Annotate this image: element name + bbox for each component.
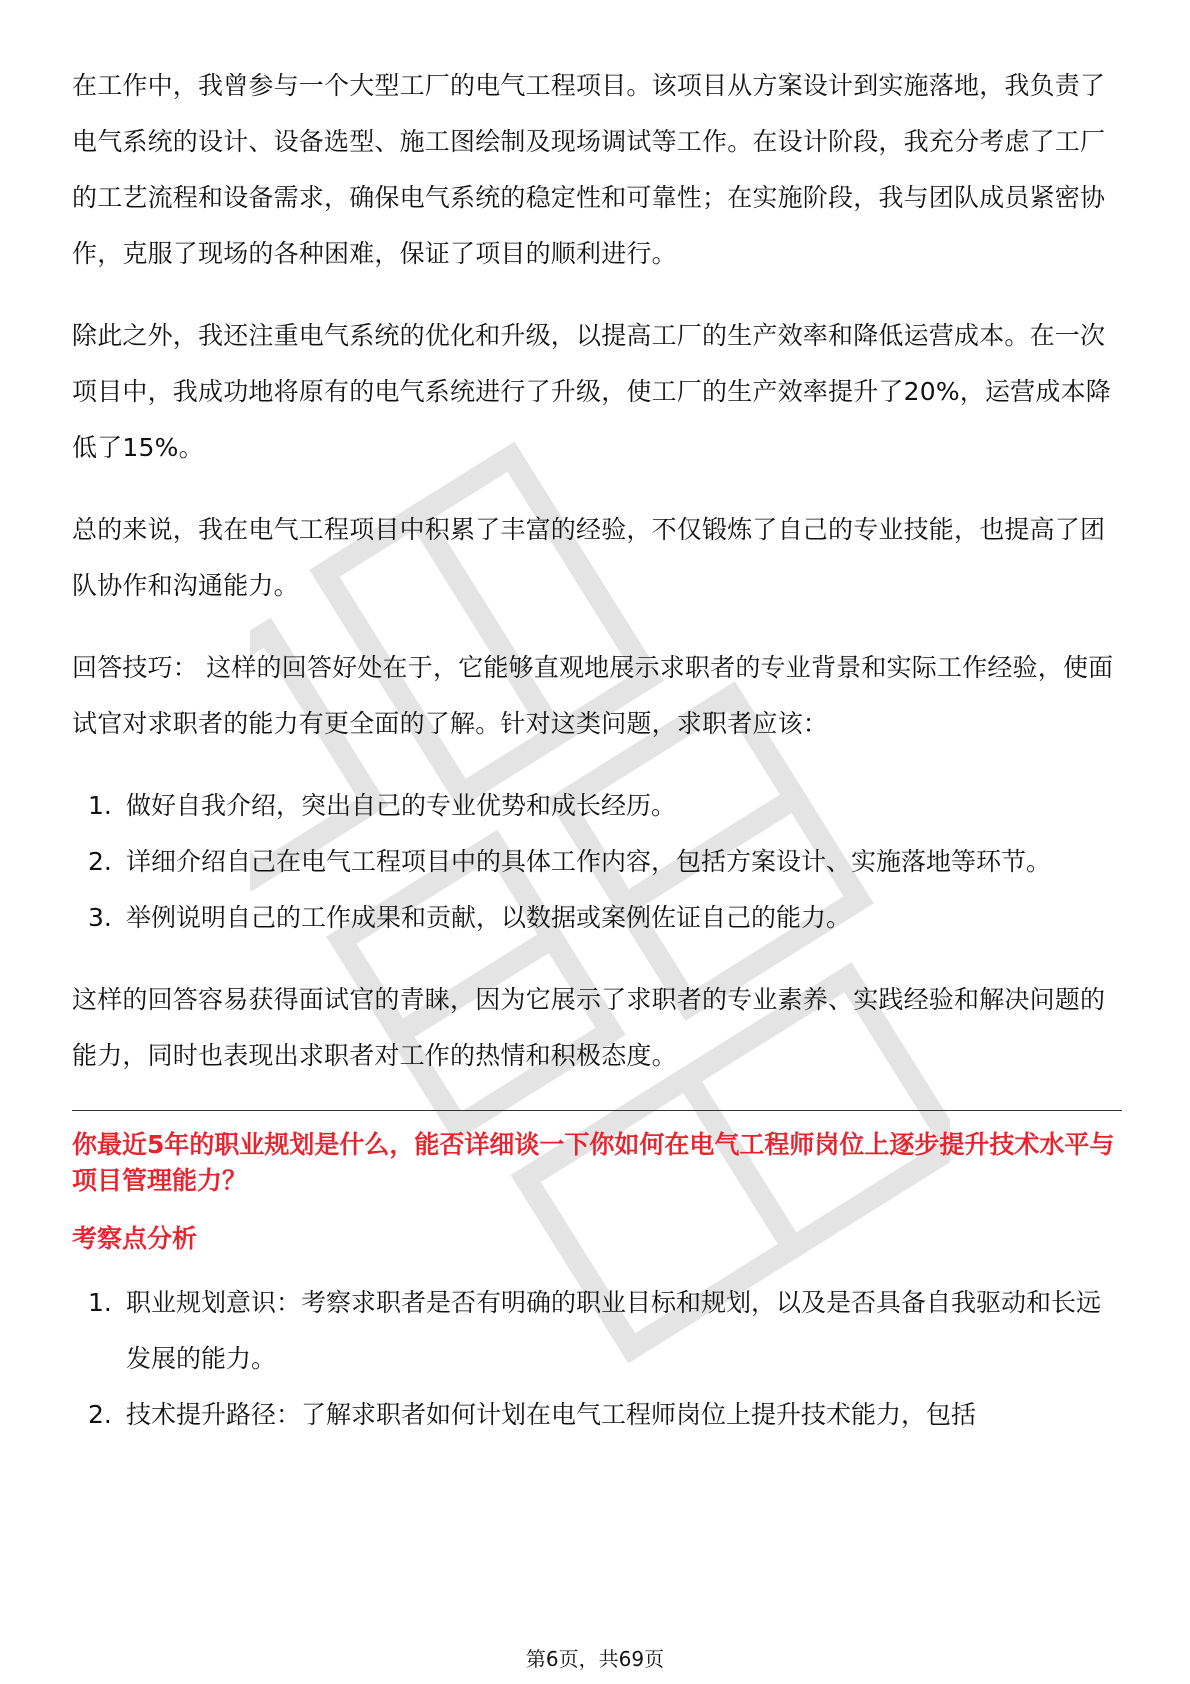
analysis-list [72, 1275, 1122, 1443]
list-item-number: 2. [88, 847, 112, 876]
section-divider [72, 1110, 1122, 1111]
list-item-text: 技术提升路径：了解求职者如何计划在电气工程师岗位上提升技术能力，包括 [126, 1400, 977, 1429]
list-item-number: 2. [88, 1400, 112, 1429]
interview-question: 你最近5年的职业规划是什么，能否详细谈一下你如何在电气工程师岗位上逐步提升技术水平与项目管理能力？ [72, 1130, 1115, 1195]
list-item [72, 890, 1122, 946]
page-content [72, 58, 1122, 1469]
page-number: 第6页，共69页 [525, 1647, 665, 1671]
list-item-text: 举例说明自己的工作成果和贡献，以数据或案例佐证自己的能力。 [126, 903, 852, 932]
list-item-number: 1. [88, 1288, 112, 1317]
list-item [72, 834, 1122, 890]
list-item [72, 1275, 1122, 1387]
list-item-number: 1. [88, 791, 112, 820]
body-paragraph-1: 在工作中，我曾参与一个大型工厂的电气工程项目。该项目从方案设计到实施落地，我负责了电气系统的设计、设备选型、施工图绘制及现场调试等工作。在设计阶段，我充分考虑了工厂的工艺流程和设备需求，确保电气系统的稳定性和可靠性；在实施阶段，我与团队成员紧密协作，克服了现场的各种困难，保证了项目的顺利进行。 [72, 71, 1106, 268]
list-item-text: 职业规划意识：考察求职者是否有明确的职业目标和规划，以及是否具备自我驱动和长远发展的能力。 [126, 1288, 1102, 1373]
list-item [72, 1387, 1122, 1443]
body-paragraph-2: 除此之外，我还注重电气系统的优化和升级，以提高工厂的生产效率和降低运营成本。在一次项目中，我成功地将原有的电气系统进行了升级，使工厂的生产效率提升了20%，运营成本降低了15%。 [72, 321, 1111, 462]
list-item [72, 778, 1122, 834]
body-paragraph-3: 总的来说，我在电气工程项目中积累了丰富的经验，不仅锻炼了自己的专业技能，也提高了团队协作和沟通能力。 [72, 515, 1106, 600]
list-item-text: 详细介绍自己在电气工程项目中的具体工作内容，包括方案设计、实施落地等环节。 [126, 847, 1052, 876]
list-item-text: 做好自我介绍，突出自己的专业优势和成长经历。 [126, 791, 677, 820]
analysis-heading: 考察点分析 [72, 1224, 198, 1253]
answer-tips-intro: 回答技巧： 这样的回答好处在于，它能够直观地展示求职者的专业背景和实际工作经验，使面试官对求职者的能力有更全面的了解。针对这类问题，求职者应该： [72, 653, 1114, 738]
list-item-number: 3. [88, 903, 112, 932]
body-paragraph-4: 这样的回答容易获得面试官的青睐，因为它展示了求职者的专业素养、实践经验和解决问题的能力，同时也表现出求职者对工作的热情和积极态度。 [72, 985, 1106, 1070]
answer-tips-list [72, 778, 1122, 946]
